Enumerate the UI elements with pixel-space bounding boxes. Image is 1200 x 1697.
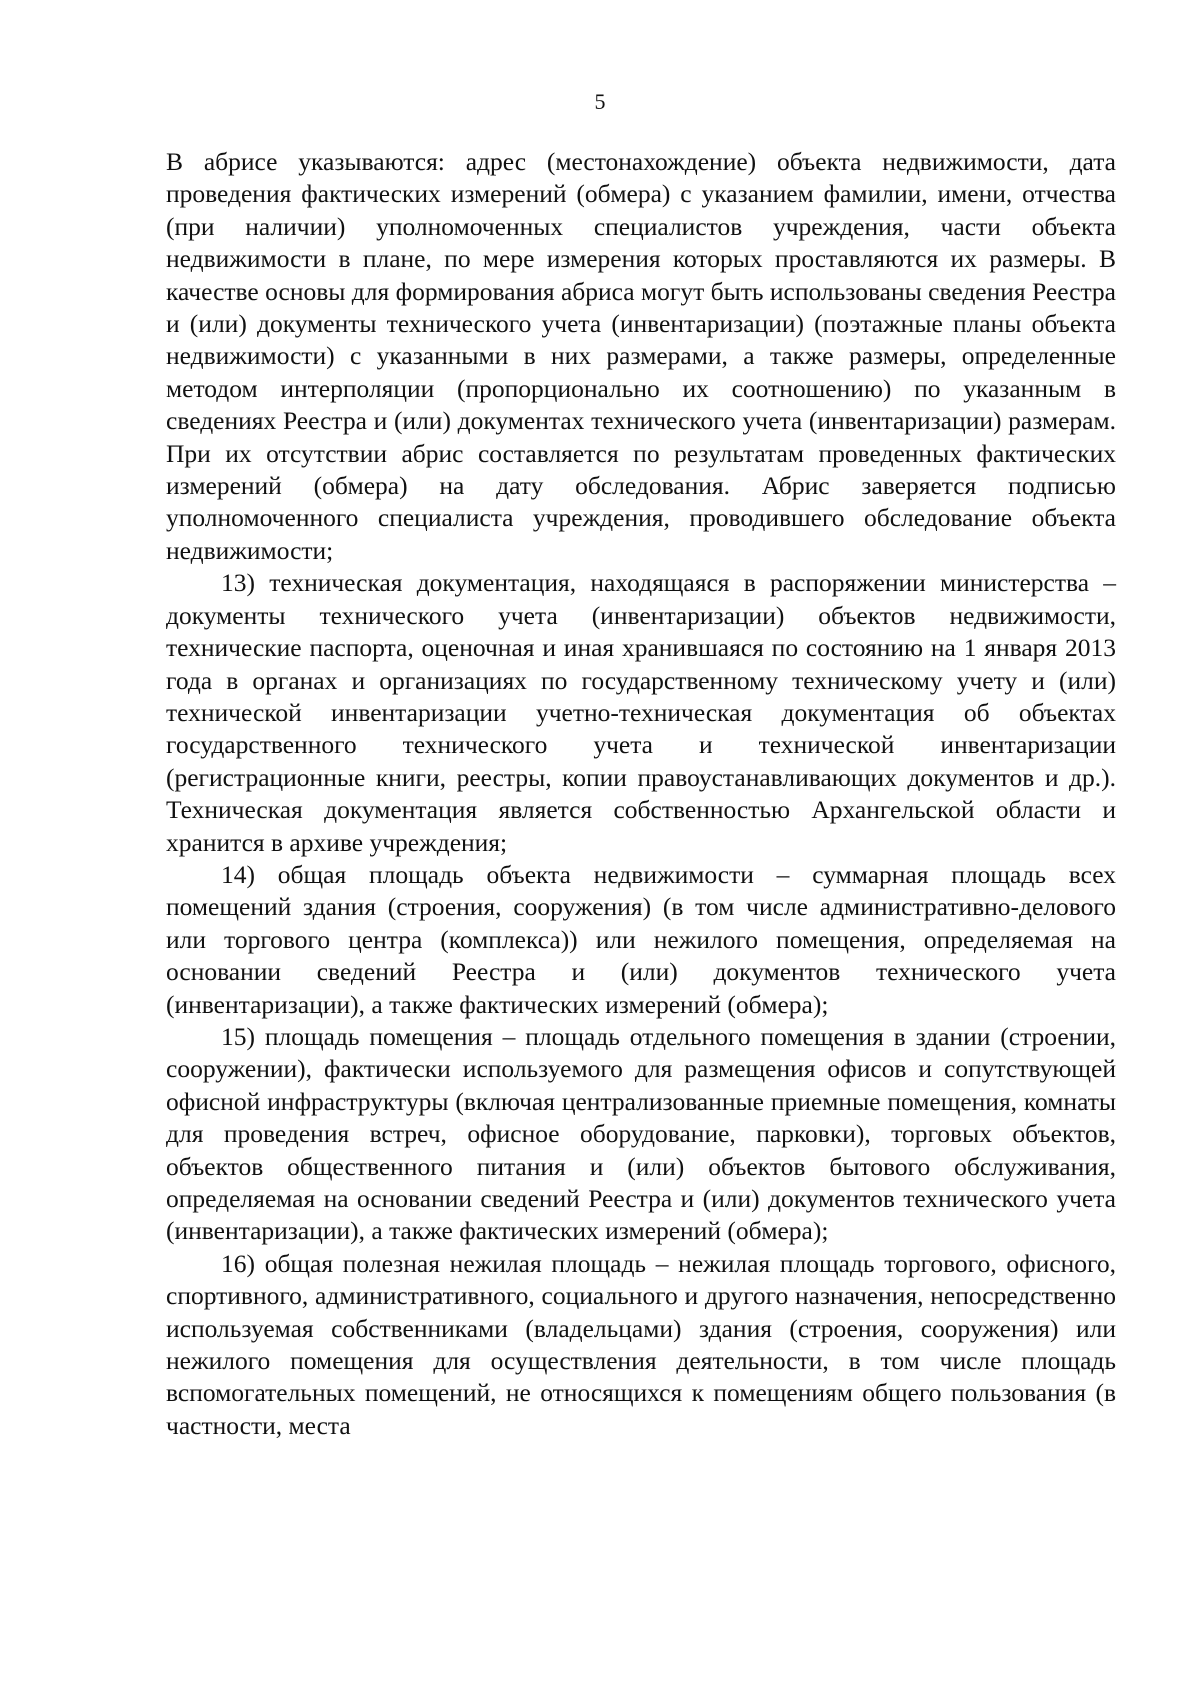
paragraph-item-13: 13) техническая документация, находящаяся в распоряжении министерства – документы технического учета (инвентаризации) объектов недвижимости, технические паспорта, оценочная и иная хранившаяся по состоянию на 1 января 2013 года в органах и организациях по государственному техническому учету и (или) технической инвентаризации учетно-техническая документация об объектах государственного технического учета и технической инвентаризации (регистрационные книги, реестры, копии правоустанавливающих документов и др.). Техническая документация является собственностью Архангельской области и хранится в архиве учреждения; bbox=[166, 568, 1116, 857]
document-body bbox=[166, 146, 1116, 1442]
paragraph-item-14: 14) общая площадь объекта недвижимости – суммарная площадь всех помещений здания (строения, сооружения) (в том числе административно-делового или торгового центра (комплекса)) или нежилого помещения, определяемая на основании сведений Реестра и (или) документов технического учета (инвентаризации), а также фактических измерений (обмера); bbox=[166, 859, 1116, 1019]
page-number: 5 bbox=[594, 89, 606, 114]
paragraph-item-16: 16) общая полезная нежилая площадь – нежилая площадь торгового, офисного, спортивного, административного, социального и другого назначения, непосредственно используемая собственниками (владельцами) здания (строения, сооружения) или нежилого помещения для осуществления деятельности, в том числе площадь вспомогательных помещений, не относящихся к помещениям общего пользования (в частности, места bbox=[166, 1248, 1116, 1440]
paragraph-item-15: 15) площадь помещения – площадь отдельного помещения в здании (строении, сооружении), фактически используемого для размещения офисов и сопутствующей офисной инфраструктуры (включая централизованные приемные помещения, комнаты для проведения встреч, офисное оборудование, парковки), торговых объектов, объектов общественного питания и (или) объектов бытового обслуживания, определяемая на основании сведений Реестра и (или) документов технического учета (инвентаризации), а также фактических измерений (обмера); bbox=[166, 1021, 1116, 1246]
paragraph-abris: В абрисе указываются: адрес (местонахождение) объекта недвижимости, дата проведения фактических измерений (обмера) с указанием фамилии, имени, отчества (при наличии) уполномоченных специалистов учреждения, части объекта недвижимости в плане, по мере измерения которых проставляются их размеры. В качестве основы для формирования абриса могут быть использованы сведения Реестра и (или) документы технического учета (инвентаризации) (поэтажные планы объекта недвижимости) с указанными в них размерами, а также размеры, определенные методом интерполяции (пропорционально их соотношению) по указанным в сведениях Реестра и (или) документах технического учета (инвентаризации) размерам. При их отсутствии абрис составляется по результатам проведенных фактических измерений (обмера) на дату обследования. Абрис заверяется подписью уполномоченного специалиста учреждения, проводившего обследование объекта недвижимости; bbox=[166, 147, 1116, 565]
